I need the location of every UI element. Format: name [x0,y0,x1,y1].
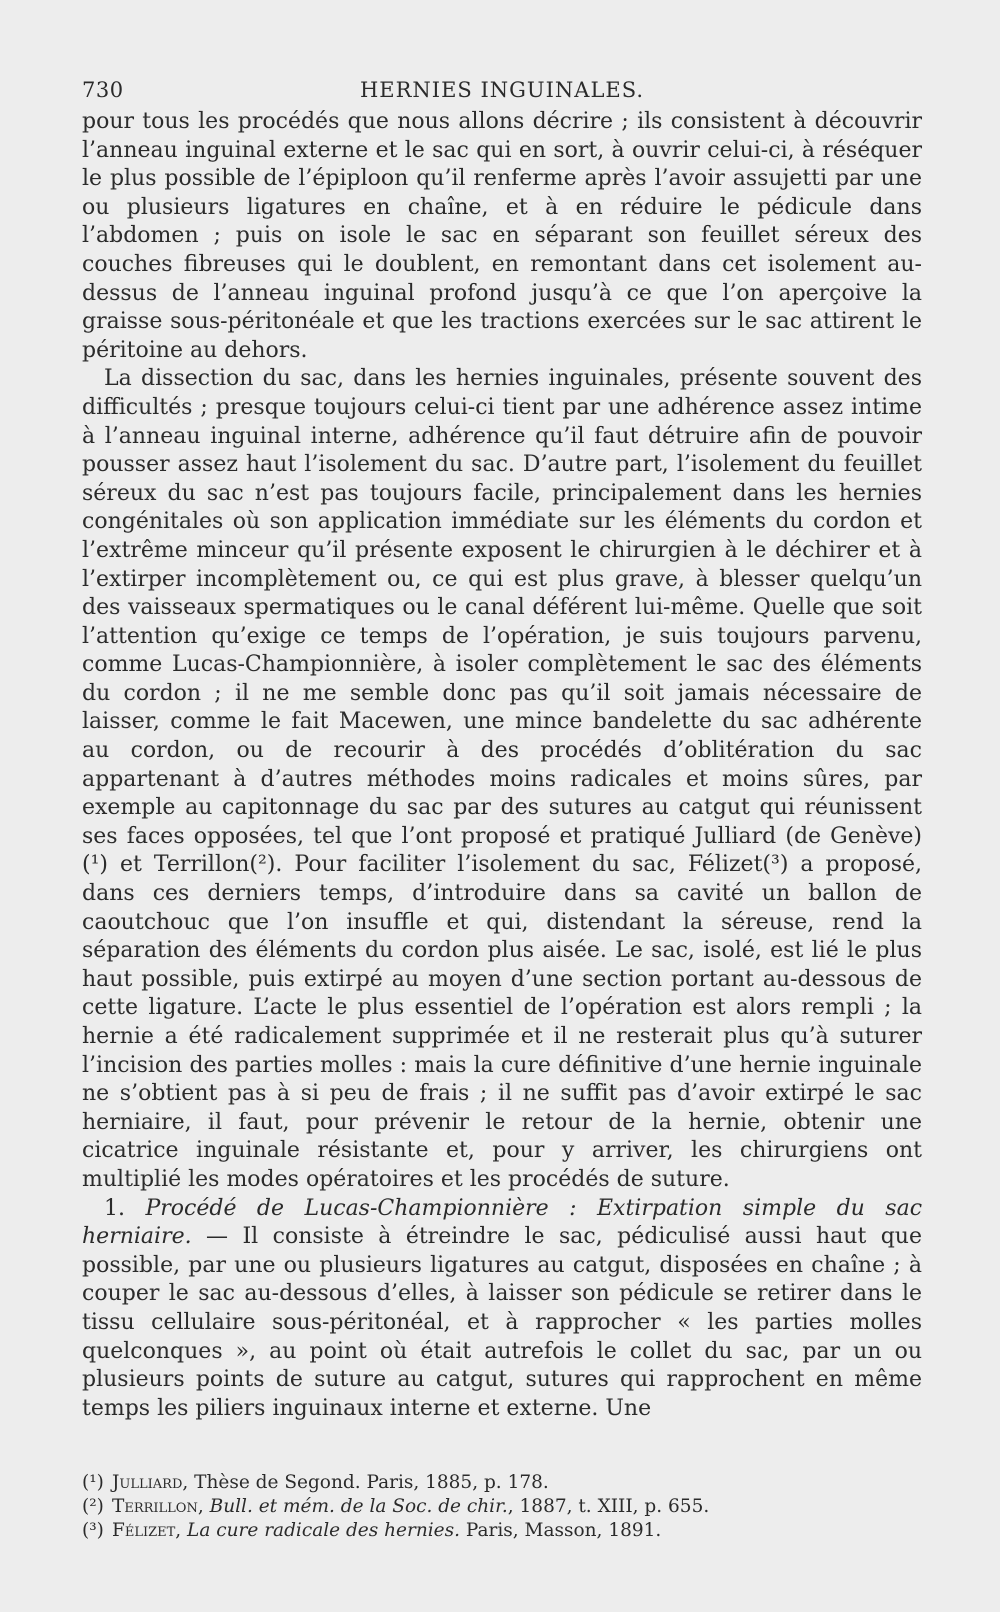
footnotes [82,1471,922,1543]
footnote-author: Terrillon, [112,1496,204,1518]
paragraph-2-part-c: . Pour faciliter l’isolement du sac, Félizet [275,852,763,878]
footnote-rest: Thèse de Segond. Paris, 1885, p. 178. [188,1472,549,1494]
section-dash: — [191,1224,243,1250]
page-number: 730 [82,78,124,102]
footnote-mark: (³) [82,1520,104,1542]
footnote-rest: , 1887, t. XIII, p. 655. [507,1496,710,1518]
paragraph-2 [82,365,922,1194]
footnote-title: Bull. et mém. de la Soc. de chir. [203,1496,508,1518]
paragraph-2-part-b: et Terrillon [108,852,250,878]
paragraph-3-text: Il consiste à étreindre le sac, pédiculisé aussi haut que possible, par une ou plusieurs ligatures au catgut, disposées en chaîne ; à couper le sac au-dessous d’elles, à laisser son pédicule se retirer dans le tissu cellulaire sous-péritonéal, et à rapprocher « les parties molles quelconques », au point où était autrefois le collet du sac, par un ou plusieurs points de suture au catgut, sutures qui rapprochent en même temps les piliers inguinaux interne et externe. Une [82,1224,922,1421]
running-title: HERNIES INGUINALES. [359,78,645,102]
section-heading: Procédé de Lucas-Championnière : Extirpation simple du sac herniaire. [82,1195,923,1250]
footnote-ref-2: (²) [249,852,276,878]
paragraph-3 [82,1195,922,1424]
footnote-3 [82,1519,922,1543]
footnote-mark: (¹) [82,1472,104,1494]
footnote-1 [82,1471,922,1495]
footnote-2 [82,1495,922,1519]
footnote-author: Félizet, [112,1520,182,1542]
body-text [82,108,922,1423]
section-number: 1. [104,1195,146,1221]
footnote-title: La cure radicale des hernies. [181,1520,460,1542]
running-head [82,78,922,108]
footnote-ref-3: (³) [762,852,789,878]
footnote-mark: (²) [82,1496,104,1518]
footnote-rest: Paris, Masson, 1891. [460,1520,662,1542]
paragraph-1: pour tous les procédés que nous allons décrire ; ils consistent à découvrir l’anneau inguinal externe et le sac qui en sort, à ouvrir celui-ci, à réséquer le plus possible de l’épiploon qu’il renferme après l’avoir assujetti par une ou plusieurs ligatures en chaîne, et à en réduire le pédicule dans l’abdomen ; puis on isole le sac en séparant son feuillet séreux des couches fibreuses qui le doublent, en remontant dans cet isolement au-dessus de l’anneau inguinal profond jusqu’à ce que l’on aperçoive la graisse sous-péritonéale et que les tractions exercées sur le sac attirent le péritoine au dehors. [82,109,922,363]
footnote-ref-1: (¹) [82,852,108,878]
paragraph-2-part-a: La dissection du sac, dans les hernies inguinales, présente souvent des difficultés ; presque toujours celui-ci tient par une adhérence assez intime à l’anneau inguinal interne, adhérence qu’il faut détruire afin de pouvoir pousser assez haut l’isolement du sac. D’autre part, l’isolement du feuillet séreux du sac n’est pas toujours facile, principalement dans les hernies congénitales où son application immédiate sur les éléments du cordon et l’extrême minceur qu’il présente exposent le chirurgien à le déchirer et à l’extirper incomplètement ou, ce qui est plus grave, à blesser quelqu’un des vaisseaux spermatiques ou le canal déférent lui-même. Quelle que soit l’attention qu’exige ce temps de l’opération, je suis toujours parvenu, comme Lucas-Championnière, à isoler complètement le sac des éléments du cordon ; il ne me semble donc pas qu’il soit jamais nécessaire de laisser, comme le fait Macewen, une mince bandelette du sac adhérente au cordon, ou de recourir à des procédés d’oblitération du sac appartenant à d’autres méthodes moins radicales et moins sûres, par exemple au capitonnage du sac par des sutures au catgut qui réunissent ses faces opposées, tel que l’ont proposé et pratiqué Julliard (de Genève) [82,366,922,849]
footnote-author: Julliard, [112,1472,189,1494]
paragraph-2-part-d: a proposé, dans ces derniers temps, d’introduire dans sa cavité un ballon de caoutchouc que l’on insuffle et qui, distendant la séreuse, rend la séparation des éléments du cordon plus aisée. Le sac, isolé, est lié le plus haut possible, puis extirpé au moyen d’une section portant au-dessous de cette ligature. L’acte le plus essentiel de l’opération est alors rempli ; la hernie a été radicalement supprimée et il ne resterait plus qu’à suturer l’incision des parties molles : mais la cure définitive d’une hernie inguinale ne s’obtient pas à si peu de frais ; il ne suffit pas d’avoir extirpé le sac herniaire, il faut, pour prévenir le retour de la hernie, obtenir une cicatrice inguinale résistante et, pour y arriver, les chirurgiens ont multiplié les modes opératoires et les procédés de suture. [82,852,923,1192]
